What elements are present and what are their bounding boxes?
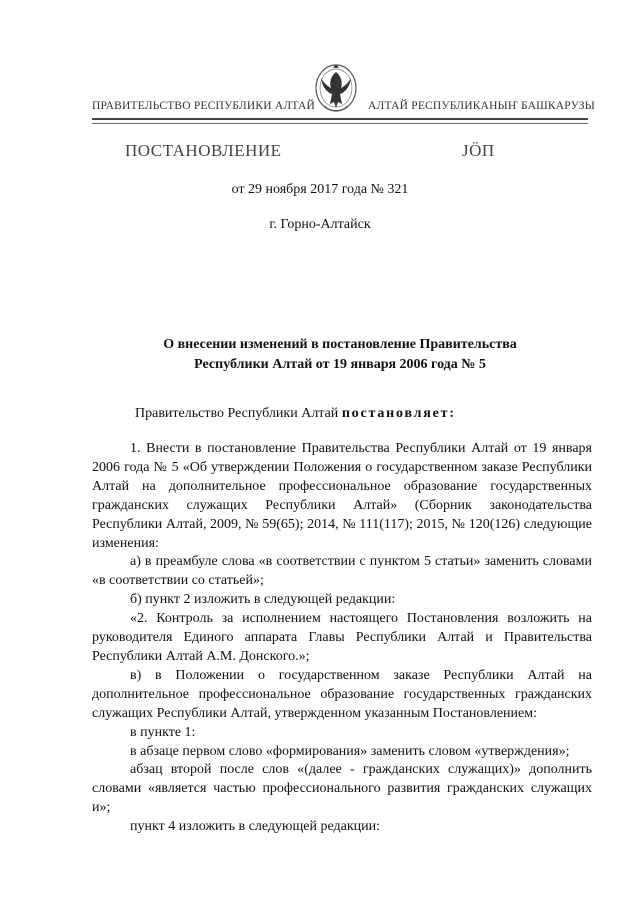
paragraph-6: в пункте 1: — [130, 724, 196, 740]
document-title — [92, 335, 588, 375]
resolution-lead-text: Правительство Республики Алтай — [135, 406, 342, 421]
paragraph-3: б) пункт 2 изложить в следующей редакции: — [130, 592, 396, 608]
header-rule-thin — [92, 123, 588, 124]
resolution-lead-emphasis: постановляет: — [341, 406, 456, 421]
document-title-line-1: О внесении изменений в постановление Правительства — [163, 337, 517, 352]
document-date-number: от 29 ноября 2017 года № 321 — [231, 182, 409, 197]
document-type-russian: ПОСТАНОВЛЕНИЕ — [125, 141, 282, 160]
paragraph-2: а) в преамбуле слова «в соответствии с пунктом 5 статьи» заменить словами «в соответствии со статьей»; — [92, 554, 592, 589]
paragraph-4: «2. Контроль за исполнением настоящего Постановления возложить на руководителя Единого аппарата Главы Республики Алтай и Правительства Республики Алтай А.М. Донского.»; — [92, 611, 592, 664]
paragraph-9: пункт 4 изложить в следующей редакции: — [130, 819, 380, 835]
document-city: г. Горно-Алтайск — [269, 217, 371, 232]
paragraph-7: в абзаце первом слово «формирования» заменить словом «утверждения»; — [130, 743, 570, 759]
resolution-lead — [135, 406, 456, 422]
document-title-line-2: Республики Алтай от 19 января 2006 года № 5 — [194, 357, 486, 372]
document-type-altai: ЈÖП — [462, 141, 495, 160]
paragraph-5: в) в Положении о государственном заказе Республики Алтай на дополнительное профессиональное образование государственных гражданских служащих Республики Алтай, утвержденном указанным Постановлением: — [92, 667, 592, 721]
paragraph-1: 1. Внести в постановление Правительства Республики Алтай от 19 января 2006 года № 5 «Об утверждении Положения о государственном заказе Республики Алтай на дополнительное профессиональное образование государственных гражданских служащих Республики Алтай» (Сборник законодательства Республики Алтай, 2009, № 59(65); 2014, № 111(117); 2015, № 120(126) следующие изменения: — [92, 441, 592, 551]
organization-name-altai: АЛТАЙ РЕСПУБЛИКАНЫҤ БАШКАРУЗЫ — [368, 100, 595, 112]
header-rule-thick — [92, 118, 588, 120]
paragraph-8: абзац второй после слов «(далее - гражданских служащих)» дополнить словами «является частью профессионального развития гражданских служащих и»; — [92, 762, 592, 816]
document-body — [92, 440, 592, 837]
altai-coat-of-arms-icon — [311, 62, 361, 120]
organization-name-russian: ПРАВИТЕЛЬСТВО РЕСПУБЛИКИ АЛТАЙ — [92, 100, 316, 112]
